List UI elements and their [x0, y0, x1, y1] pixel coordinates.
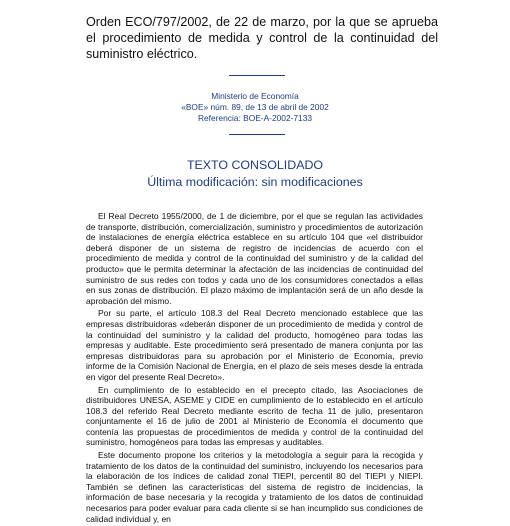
paragraph: Por su parte, el artículo 108.3 del Real Decreto mencionado establece que las empresas distribuidoras «deberán disponer de un procedimiento de medida y control de la continuidad del suministro y la calidad del producto, homogéneo para todas las empresas y auditable. Este procedimiento será presentado de manera conjunta por las empresas distribuidoras para su aprobación por el Ministerio de Economía, previo informe de la Comisión Nacional de Energía, en el plazo de seis meses desde la entrada en vigor del presente Real Decreto».: [86, 308, 423, 382]
document-meta: [0, 91, 510, 124]
consolidated-heading: TEXTO CONSOLIDADO: [186, 158, 324, 172]
boe-reference: «BOE» núm. 89, de 13 de abril de 2002: [181, 102, 329, 112]
last-modification: Última modificación: sin modificaciones: [147, 175, 363, 189]
divider-top: [229, 75, 285, 76]
paragraph: Este documento propone los criterios y la metodología a seguir para la recogida y tratamiento de los datos de la continuidad del suministro, incluyendo los necesarios para la elaboración de los índices de calidad zonal TIEPI, percentil 80 del TIEPI y NIEPI. También se definen las características del sistema de registro de incidencias, la información de base necesaria y la recogida y tratamiento de los datos de continuidad necesarios para poder evaluar para cada cliente si se han incumplido sus condiciones de calidad individual y, en: [86, 450, 423, 524]
document-title: Orden ECO/797/2002, de 22 de marzo, por la que se aprueba el procedimiento de medida y control de la continuidad del suministro eléctrico.: [86, 15, 438, 61]
divider-bottom: [229, 134, 285, 135]
reference-code: Referencia: BOE-A-2002-7133: [197, 113, 313, 123]
ministry-name: Ministerio de Economía: [211, 91, 299, 101]
document-body: [86, 211, 423, 526]
consolidated-block: [0, 157, 510, 191]
paragraph: En cumplimiento de lo establecido en el precepto citado, las Asociaciones de distribuidores UNESA, ASEME y CIDE en cumplimiento de lo establecido en el artículo 108.3 del referido Real Decreto mediante escrito de fecha 11 de julio, presentaron conjuntamente el 16 de julio de 2001 al Ministerio de Economía el documento que contenía las propuestas de procedimientos de medida y control de la continuidad del suministro, homogéneos para todas las empresas y auditables.: [86, 384, 423, 448]
paragraph: El Real Decreto 1955/2000, de 1 de diciembre, por el que se regulan las actividades de transporte, distribución, comercialización, suministro y procedimientos de autorización de instalaciones de energía eléctrica establece en su artículo 104 que «el distribuidor deberá disponer de un sistema de registro de incidencias de acuerdo con el procedimiento de medida y control de la continuidad del suministro y de la calidad del producto» que le permita determinar la afectación de las incidencias de continuidad del suministro de sus redes con todos y cada uno de los consumidores conectados a ellas en sus zonas de distribución. El plazo máximo de implantación será de un año desde la aprobación del mismo.: [86, 211, 423, 306]
